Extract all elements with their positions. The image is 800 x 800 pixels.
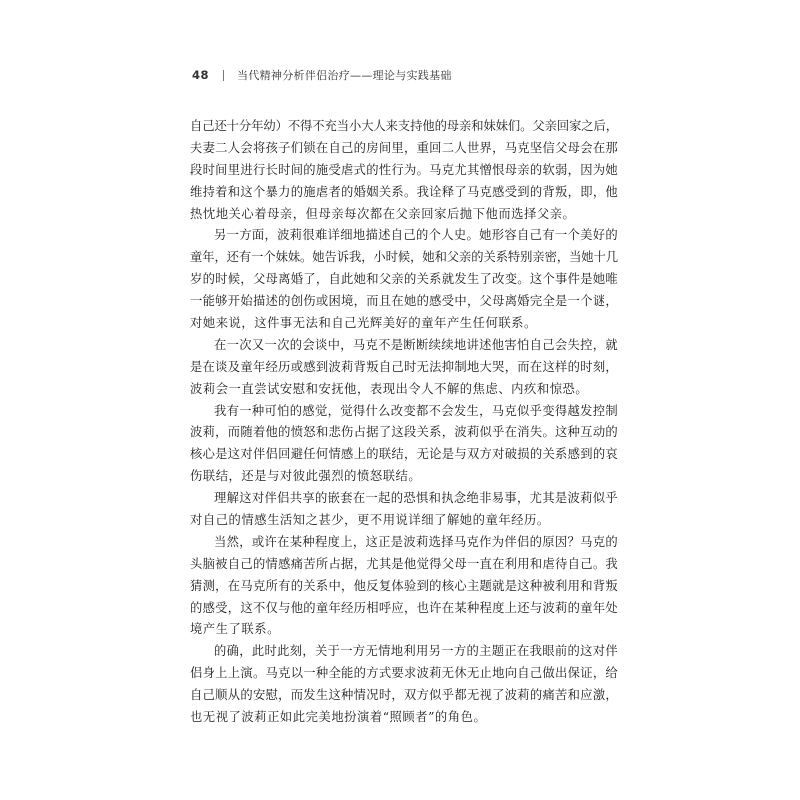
- text-line: 一能够开始描述的创伤或困境，而且在她的感受中，父母离婚完全是一个谜，: [190, 294, 618, 309]
- text-line: 对自己的情感生活知之甚少，更不用说详细了解她的童年经历。: [190, 513, 550, 528]
- text-line: 段时间里进行长时间的施受虐式的性行为。马克尤其憎恨母亲的软弱，因为她: [190, 162, 618, 177]
- paragraph-first-line: 在一次又一次的会谈中，马克不是断断续续地讲述他害怕自己会失控，就: [214, 337, 618, 352]
- paragraph-first-line: 理解这对伴侣共享的嵌套在一起的恐惧和执念绝非易事，尤其是波莉似乎: [214, 491, 618, 506]
- text-line: 伤联结，还是与对彼此强烈的愤怒联结。: [190, 469, 422, 484]
- text-line: 的感受，这不仅与他的童年经历相呼应，也许在某种程度上还与波莉的童年处: [190, 600, 618, 615]
- text-line: 头脑被自己的情感痛苦所占据，尤其是他觉得父母一直在利用和虐待自己。我: [190, 556, 618, 571]
- text-line: 岁的时候，父母离婚了，自此她和父亲的关系就发生了改变。这个事件是她唯: [190, 272, 618, 287]
- text-line: 波莉会一直尝试安慰和安抚他，表现出令人不解的焦虑、内疚和惊恐。: [190, 381, 589, 396]
- book-title: 当代精神分析伴侣治疗——理论与实践基础: [237, 69, 452, 82]
- paragraph-first-line: 另一方面，波莉很难详细地描述自己的个人史。她形容自己有一个美好的: [214, 228, 618, 243]
- text-line: 热忱地关心着母亲，但母亲每次都在父亲回家后抛下他而选择父亲。: [190, 206, 576, 221]
- text-line: 境产生了联系。: [190, 622, 280, 637]
- text-line: 自己顺从的安慰，而发生这种情况时，双方似乎都无视了波莉的痛苦和应激，: [190, 688, 618, 703]
- text-line: 是在谈及童年经历或感到波莉背叛自己时无法抑制地大哭，而在这样的时刻，: [190, 359, 618, 374]
- text-line: 对她来说，这件事无法和自己光辉美好的童年产生任何联系。: [190, 316, 537, 331]
- text-line: 童年，还有一个妹妹。她告诉我，小时候，她和父亲的关系特别亲密，当她十几: [190, 250, 618, 265]
- paragraph-first-line: 的确，此时此刻，关于一方无情地利用另一方的主题正在我眼前的这对伴: [214, 644, 618, 659]
- header-divider: [223, 70, 224, 81]
- text-line: 波莉，而随着他的愤怒和悲伤占据了这段关系，波莉似乎在消失。这种互动的: [190, 425, 618, 440]
- text-line: 夫妻二人会将孩子们锁在自己的房间里，重回二人世界，马克坚信父母会在那: [190, 140, 618, 155]
- text-line: 核心是这对伴侣回避任何情感上的联结，无论是与双方对破损的关系感到的哀: [190, 447, 618, 462]
- paragraph-first-line: 当然，或许在某种程度上，这正是波莉选择马克作为伴侣的原因？马克的: [214, 534, 618, 549]
- running-header: [192, 66, 452, 84]
- body-text: [190, 116, 618, 729]
- text-line: 维持着和这个暴力的施虐者的婚姻关系。我诠释了马克感受到的背叛，即，他: [190, 184, 618, 199]
- text-line: 猜测，在马克所有的关系中，他反复体验到的核心主题就是这种被利用和背叛: [190, 578, 618, 593]
- paragraph-first-line: 我有一种可怕的感觉，觉得什么改变都不会发生，马克似乎变得越发控制: [214, 403, 618, 418]
- text-line: 自己还十分年幼）不得不充当小大人来支持他的母亲和妹妹们。父亲回家之后，: [190, 119, 618, 133]
- page-number: 48: [192, 68, 210, 82]
- text-line: 也无视了波莉正如此完美地扮演着“照顾者”的角色。: [190, 710, 487, 725]
- text-line: 侣身上上演。马克以一种全能的方式要求波莉无休无止地向自己做出保证，给: [190, 666, 618, 681]
